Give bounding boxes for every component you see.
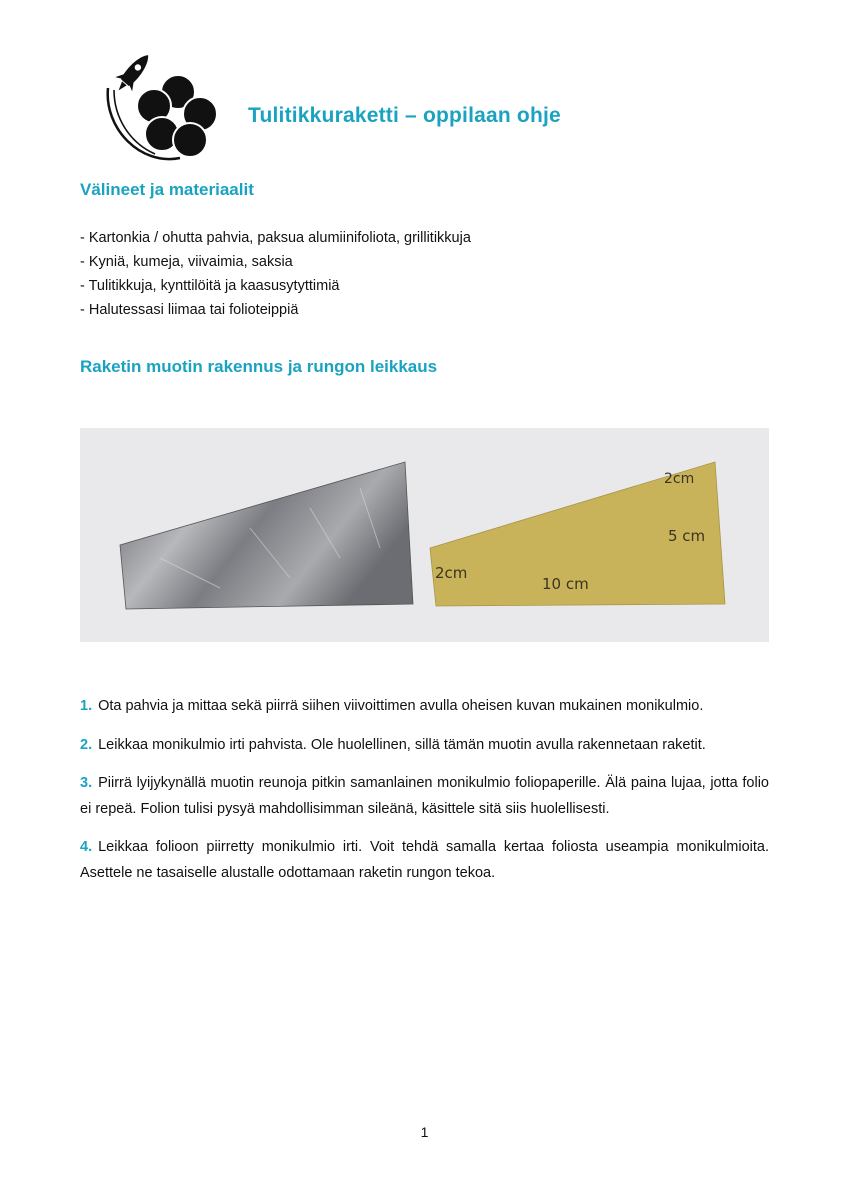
rocket-flower-logo bbox=[100, 48, 218, 166]
step-number: 4. bbox=[80, 839, 93, 855]
step-text: Piirrä lyijykynällä muotin reunoja pitkin samanlainen monikulmio foliopaperille. Älä paina lujaa, jotta folio ei repeä. Folion tulisi pysyä mahdollisimman sileänä, käsittele sitä siis huolellisesti. bbox=[80, 775, 769, 817]
label-right: 5 cm bbox=[668, 527, 706, 545]
label-left: 2cm bbox=[435, 564, 468, 582]
list-item: - Halutessasi liimaa tai folioteippiä bbox=[80, 302, 299, 318]
page-title: Tulitikkuraketti – oppilaan ohje bbox=[248, 104, 561, 127]
list-item: - Tulitikkuja, kynttilöitä ja kaasusytyttimiä bbox=[80, 278, 340, 294]
list-item: - Kyniä, kumeja, viivaimia, saksia bbox=[80, 254, 293, 270]
label-top: 2cm bbox=[664, 471, 695, 487]
step-number: 1. bbox=[80, 698, 93, 714]
step-number: 3. bbox=[80, 775, 93, 791]
step-text: Leikkaa folioon piirretty monikulmio irti. Voit tehdä samalla kertaa foliosta useampia monikulmioita. Asettele ne tasaiselle alustalle odottamaan raketin rungon tekoa. bbox=[80, 839, 769, 881]
step-4 bbox=[80, 835, 769, 886]
step-number: 2. bbox=[80, 736, 93, 753]
list-item: - Kartonkia / ohutta pahvia, paksua alumiinifoliota, grillitikkuja bbox=[80, 230, 471, 246]
step-text: Ota pahvia ja mittaa sekä piirrä siihen viivoittimen avulla oheisen kuvan mukainen monikulmio. bbox=[98, 698, 704, 714]
label-bottom: 10 cm bbox=[542, 575, 589, 593]
step-1 bbox=[80, 694, 769, 720]
template-photo bbox=[80, 428, 769, 642]
step-2 bbox=[80, 733, 769, 759]
materials-list bbox=[80, 226, 471, 322]
step-text: Leikkaa monikulmio irti pahvista. Ole huolellinen, sillä tämän muotin avulla rakennetaan raketit. bbox=[98, 736, 706, 753]
step-3 bbox=[80, 771, 769, 822]
foil-polygon bbox=[120, 462, 413, 609]
page-number: 1 bbox=[420, 1124, 429, 1140]
materials-heading: Välineet ja materiaalit bbox=[80, 180, 254, 199]
steps-list bbox=[80, 694, 769, 899]
section-heading: Raketin muotin rakennus ja rungon leikkaus bbox=[80, 357, 438, 376]
